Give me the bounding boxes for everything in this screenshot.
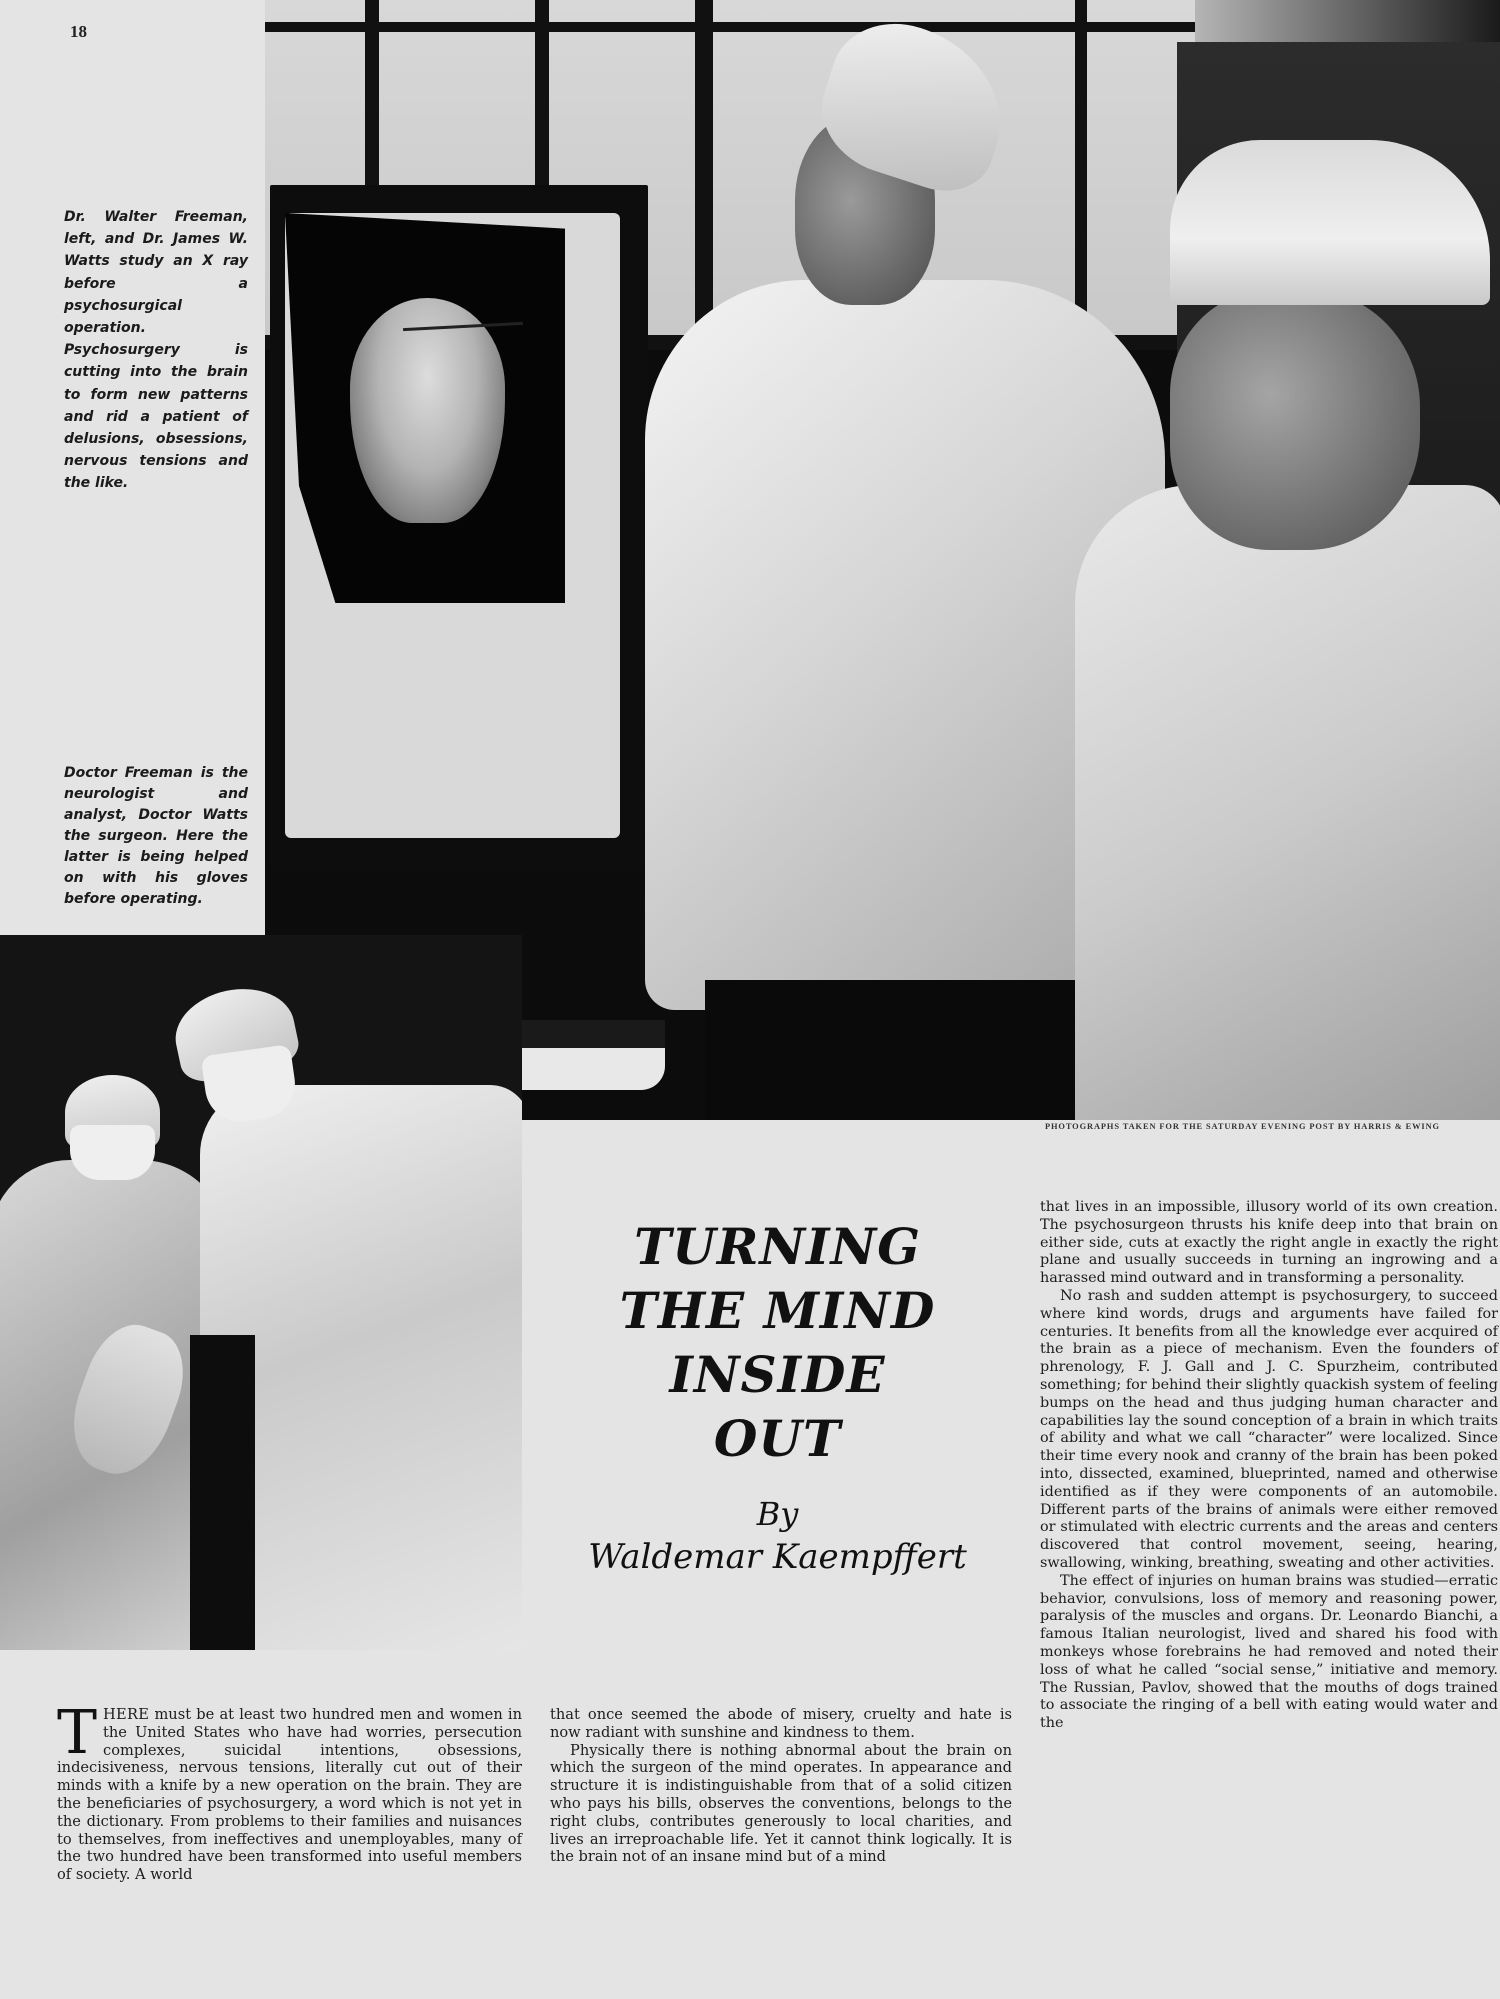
lead-word: HERE — [103, 1706, 150, 1723]
photo-credit: PHOTOGRAPHS TAKEN FOR THE SATURDAY EVENING POST BY HARRIS & EWING — [1045, 1122, 1440, 1131]
window-background — [1195, 0, 1500, 45]
paragraph-text: must be at least two hundred men and women in the United States who have had worries, persecution complexes, suicidal intentions, obsessions, indecisiveness, nervous tensions, literally cut out of their minds with a knife by a new operation on the brain. They are the beneficiaries of psychosurgery, a word which is not yet in the dictionary. From problems to their families and nuisances to themselves, from ineffectives and unemployables, many of the two hundred have been transformed into useful members of society. A world — [57, 1706, 522, 1884]
xray-viewer — [270, 185, 648, 865]
paragraph: No rash and sudden attempt is psychosurgery, to succeed where kind words, drugs and arguments have failed for centuries. It benefits from all the knowledge ever acquired of the brain as a piece of mechanism. Even the founders of phrenology, F. J. Gall and J. C. Spurzheim, contributed something; for behind their slightly quackish system of feeling bumps on the head and thus judging human character and capabilities lay the sound conception of a brain in which traits of ability and what we call “character” were localized. Since their time every nook and cranny of the brain has been poked into, dissected, examined, blueprinted, named and otherwise identified as if they were components of an automobile. Different parts of the brains of animals were either removed or stimulated with electric currents and the areas and centers discovered that control movement, seeing, hearing, swallowing, winking, breathing, sweating and other activities. — [1040, 1287, 1498, 1571]
byline-prefix: By — [756, 1495, 799, 1533]
title-line: THE MIND — [619, 1281, 936, 1340]
dark-trousers — [190, 1335, 255, 1650]
byline-author: Waldemar Kaempffert — [588, 1537, 967, 1577]
drop-cap: T — [57, 1698, 98, 1768]
article-title-block — [525, 1215, 1030, 1577]
caption-xray: Dr. Walter Freeman, left, and Dr. James W. Watts study an X ray before a psychosurgical operation. Psychosurgery is cutting into the brain to form new patterns and rid a patient of delusions, obsessions, nervous tensions and the like. — [64, 209, 248, 492]
paragraph — [57, 1698, 522, 1884]
xray-film — [285, 213, 565, 603]
skull-xray-image — [350, 298, 505, 523]
paragraph: Physically there is nothing abnormal about the brain on which the surgeon of the mind operates. In appearance and structure it is indistinguishable from that of a solid citizen who pays his bills, observes the conventions, belongs to the right clubs, contributes generously to local charities, and lives an irreproachable life. Yet it cannot think logically. It is the brain not of an insane mind but of a mind — [550, 1741, 1012, 1866]
paragraph: The effect of injuries on human brains was studied—erratic behavior, convulsions, loss of memory and reasoning power, paralysis of the muscles and organs. Dr. Leonardo Bianchi, a famous Italian neurologist, lived and shared his food with monkeys whose forebrains he had removed and noted their loss of what he called “social sense,” initiative and memory. The Russian, Pavlov, showed that the mouths of dogs trained to associate the ringing of a bell with eating would water and the — [1040, 1572, 1498, 1732]
surgical-cap — [1170, 140, 1490, 305]
gloving-photo — [0, 935, 522, 1650]
paragraph: that lives in an impossible, illusory world of its own creation. The psychosurgeon thrusts his knife deep into that brain on either side, cuts at exactly the right angle in exactly the right plane and usually succeeds in turning an ingrowing and a harassed mind outward and in transforming a personality. — [1040, 1199, 1498, 1287]
title-line: OUT — [713, 1409, 842, 1468]
caption-gloves: Doctor Freeman is the neurologist and analyst, Doctor Watts the surgeon. Here the latter is being helped on with his gloves before operating. — [64, 765, 248, 907]
dark-trousers — [705, 980, 1125, 1120]
body-column-3 — [1040, 1199, 1498, 1733]
doctor-watts-figure — [1075, 140, 1500, 1120]
body-column-1 — [57, 1698, 522, 1884]
body-column-2 — [550, 1706, 1012, 1866]
nurse-mask — [70, 1125, 155, 1180]
title-line: TURNING — [634, 1217, 921, 1276]
page-number: 18 — [70, 22, 87, 41]
face — [1170, 290, 1420, 550]
paragraph: that once seemed the abode of misery, cruelty and hate is now radiant with sunshine and kindness to them. — [550, 1706, 1012, 1741]
xray-lightboard — [285, 213, 620, 838]
title-line: INSIDE — [669, 1345, 886, 1404]
article-title — [525, 1215, 1030, 1471]
surgical-gown — [1075, 485, 1500, 1120]
